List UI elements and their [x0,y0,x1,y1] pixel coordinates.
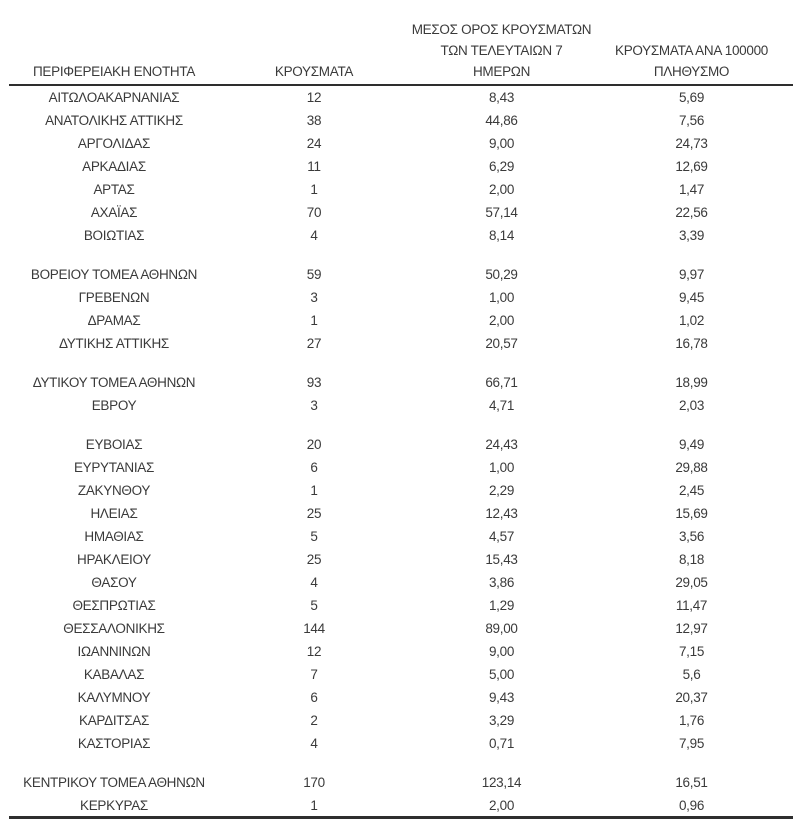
table-row [9,332,793,355]
table-row [9,663,793,686]
cell-cases: 4 [310,575,318,590]
cell-per100k: 2,45 [678,483,705,498]
cell-cases: 144 [303,621,325,636]
cell-cases: 2 [310,713,318,728]
cell-name: ΗΜΑΘΙΑΣ [84,529,144,544]
cell-avg7: 4,71 [488,398,515,413]
cell-cases: 1 [310,182,318,197]
table-header-row [9,0,793,86]
cell-per100k: 5,6 [682,667,701,682]
regional-cases-table [9,0,793,819]
cell-avg7: 44,86 [485,113,518,128]
cell-per100k: 1,47 [678,182,705,197]
header-per100k [594,40,789,84]
cell-cases: 24 [306,136,322,151]
cell-cases: 3 [310,398,318,413]
table-row [9,394,793,417]
table-row [9,132,793,155]
table-row [9,709,793,732]
cell-name: ΔΥΤΙΚΟΥ ΤΟΜΕΑ ΑΘΗΝΩΝ [32,375,196,390]
cell-avg7: 24,43 [485,437,518,452]
cell-name: ΘΕΣΣΑΛΟΝΙΚΗΣ [63,621,165,636]
cell-avg7: 8,14 [488,228,515,243]
table-row [9,686,793,709]
cell-cases: 25 [306,552,322,567]
cell-per100k: 5,69 [678,90,705,105]
table-row [9,286,793,309]
table-row [9,371,793,394]
cell-cases: 25 [306,506,322,521]
table-bottom-rule [9,816,793,819]
cell-cases: 27 [306,336,322,351]
cell-name: ΘΕΣΠΡΩΤΙΑΣ [72,598,156,613]
cell-avg7: 1,29 [488,598,515,613]
cell-avg7: 9,00 [488,136,515,151]
cell-cases: 7 [310,667,318,682]
cell-name: ΘΑΣΟΥ [91,575,137,590]
cell-name: ΑΧΑΪΑΣ [90,205,138,220]
cell-name: ΕΥΡΥΤΑΝΙΑΣ [73,460,155,475]
cell-cases: 59 [306,267,322,282]
cell-per100k: 7,56 [678,113,705,128]
cell-name: ΑΝΑΤΟΛΙΚΗΣ ΑΤΤΙΚΗΣ [45,113,183,128]
table-row [9,479,793,502]
cell-cases: 170 [303,775,325,790]
cell-cases: 38 [306,113,322,128]
table-row [9,594,793,617]
cell-avg7: 6,29 [488,159,515,174]
cell-avg7: 89,00 [485,621,518,636]
cell-name: ΚΑΣΤΟΡΙΑΣ [77,736,151,751]
cell-name: ΒΟΙΩΤΙΑΣ [83,228,145,243]
cell-avg7: 3,29 [488,713,515,728]
table-row [9,433,793,456]
table-row [9,263,793,286]
table-section [9,263,793,355]
cell-cases: 4 [310,736,318,751]
cell-name: ΑΙΤΩΛΟΑΚΑΡΝΑΝΙΑΣ [48,90,180,105]
table-row [9,309,793,332]
cell-cases: 4 [310,228,318,243]
cell-avg7: 50,29 [485,267,518,282]
cell-cases: 6 [310,460,318,475]
table-row [9,771,793,794]
header-avg7-line: ΗΜΕΡΩΝ [472,64,531,79]
header-cases [219,61,409,84]
header-region [9,61,219,84]
cell-cases: 6 [310,690,318,705]
cell-avg7: 1,00 [488,460,515,475]
cell-name: ΓΡΕΒΕΝΩΝ [78,290,150,305]
cell-cases: 3 [310,290,318,305]
cell-per100k: 20,37 [675,690,708,705]
cell-per100k: 9,97 [678,267,705,282]
cell-avg7: 1,00 [488,290,515,305]
cell-per100k: 7,15 [678,644,705,659]
cell-name: ΚΕΡΚΥΡΑΣ [80,798,148,813]
cell-avg7: 4,57 [488,529,515,544]
cell-avg7: 66,71 [485,375,518,390]
cell-per100k: 29,88 [675,460,708,475]
cell-avg7: 2,29 [488,483,515,498]
cell-cases: 70 [306,205,322,220]
cell-name: ΑΡΓΟΛΙΔΑΣ [77,136,151,151]
cell-avg7: 12,43 [485,506,518,521]
cell-avg7: 5,00 [488,667,515,682]
cell-avg7: 9,43 [488,690,515,705]
table-row [9,178,793,201]
cell-cases: 5 [310,529,318,544]
header-avg7-line: ΜΕΣΟΣ ΟΡΟΣ ΚΡΟΥΣΜΑΤΩΝ [411,22,592,37]
cell-avg7: 2,00 [488,798,515,813]
table-section [9,371,793,417]
header-per100k-line: ΚΡΟΥΣΜΑΤΑ ΑΝΑ 100000 [615,43,768,58]
cell-per100k: 22,56 [675,205,708,220]
cell-per100k: 8,18 [678,552,705,567]
cell-avg7: 8,43 [488,90,515,105]
table-row [9,502,793,525]
table-row [9,571,793,594]
table-row [9,794,793,817]
cell-per100k: 9,49 [678,437,705,452]
cell-per100k: 16,51 [675,775,708,790]
table-row [9,155,793,178]
cell-cases: 5 [310,598,318,613]
cell-avg7: 3,86 [488,575,515,590]
cell-name: ΗΡΑΚΛΕΙΟΥ [77,552,151,567]
cell-cases: 1 [310,313,318,328]
cell-per100k: 15,69 [675,506,708,521]
cell-per100k: 29,05 [675,575,708,590]
table-section [9,771,793,817]
header-per100k-line: ΠΛΗΘΥΣΜΟ [653,64,730,79]
cell-avg7: 57,14 [485,205,518,220]
table-row [9,109,793,132]
cell-name: ΚΑΛΥΜΝΟΥ [77,690,151,705]
table-row [9,548,793,571]
cell-name: ΚΑΡΔΙΤΣΑΣ [78,713,150,728]
table-row [9,201,793,224]
cell-name: ΑΡΚΑΔΙΑΣ [82,159,146,174]
cell-name: ΚΕΝΤΡΙΚΟΥ ΤΟΜΕΑ ΑΘΗΝΩΝ [23,775,205,790]
header-avg7-line: ΤΩΝ ΤΕΛΕΥΤΑΙΩΝ 7 [440,43,563,58]
cell-name: ΔΥΤΙΚΗΣ ΑΤΤΙΚΗΣ [59,336,169,351]
cell-per100k: 0,96 [678,798,705,813]
cell-per100k: 12,97 [675,621,708,636]
cell-avg7: 15,43 [485,552,518,567]
table-row [9,224,793,247]
cell-per100k: 24,73 [675,136,708,151]
cell-per100k: 7,95 [678,736,705,751]
header-cases-line: ΚΡΟΥΣΜΑΤΑ [274,64,354,79]
cell-avg7: 20,57 [485,336,518,351]
table-row [9,640,793,663]
cell-name: ΔΡΑΜΑΣ [87,313,141,328]
header-avg7 [409,19,594,84]
table-row [9,86,793,109]
cell-cases: 12 [306,644,322,659]
cell-per100k: 11,47 [675,598,708,613]
cell-cases: 1 [310,798,318,813]
cell-cases: 1 [310,483,318,498]
table-row [9,617,793,640]
cell-avg7: 0,71 [488,736,515,751]
table-body [9,86,793,817]
table-row [9,732,793,755]
cell-avg7: 2,00 [488,182,515,197]
table-row [9,456,793,479]
cell-cases: 12 [306,90,322,105]
cell-per100k: 16,78 [675,336,708,351]
cell-name: ΒΟΡΕΙΟΥ ΤΟΜΕΑ ΑΘΗΝΩΝ [30,267,198,282]
cell-avg7: 2,00 [488,313,515,328]
cell-per100k: 2,03 [678,398,705,413]
cell-avg7: 9,00 [488,644,515,659]
cell-cases: 11 [307,159,321,174]
cell-avg7: 123,14 [481,775,522,790]
cell-per100k: 1,02 [678,313,705,328]
cell-cases: 20 [306,437,322,452]
table-row [9,525,793,548]
cell-per100k: 3,56 [678,529,705,544]
cell-cases: 93 [306,375,322,390]
cell-name: ΙΩΑΝΝΙΝΩΝ [77,644,151,659]
cell-per100k: 9,45 [678,290,705,305]
cell-per100k: 1,76 [678,713,705,728]
cell-name: ΚΑΒΑΛΑΣ [83,667,145,682]
cell-name: ΑΡΤΑΣ [93,182,135,197]
cell-per100k: 18,99 [675,375,708,390]
cell-name: ΕΒΡΟΥ [91,398,137,413]
cell-name: ΗΛΕΙΑΣ [90,506,138,521]
header-region-line: ΠΕΡΙΦΕΡΕΙΑΚΗ ΕΝΟΤΗΤΑ [32,64,196,79]
cell-name: ΖΑΚΥΝΘΟΥ [77,483,151,498]
table-section [9,433,793,755]
table-section [9,86,793,247]
cell-per100k: 3,39 [678,228,705,243]
cell-name: ΕΥΒΟΙΑΣ [85,437,143,452]
cell-per100k: 12,69 [675,159,708,174]
